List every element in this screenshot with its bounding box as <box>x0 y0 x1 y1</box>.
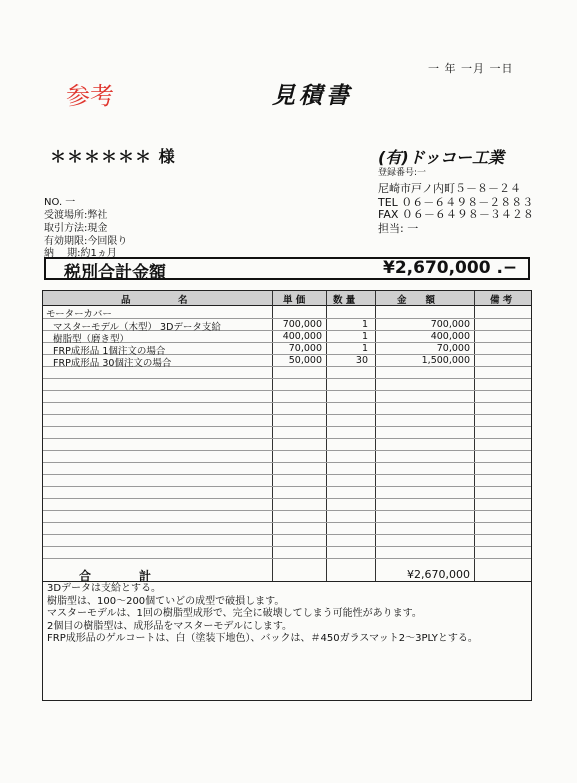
row-item-name: マスターモデル（木型） 3Dデータ支給 <box>53 322 221 333</box>
validity-period: 有効期限:今回限り <box>44 236 128 247</box>
reference-stamp: 参考 <box>66 82 114 110</box>
row-item-name: FRP成形品 30個注文の場合 <box>53 358 172 369</box>
row-unit-price: 50,000 <box>288 355 322 366</box>
row-line <box>43 510 531 511</box>
client-name: ＊＊＊＊＊＊ 様 <box>50 147 176 166</box>
company-address: 尼崎市戸ノ内町５－８－２４ <box>378 182 521 195</box>
row-item-name: FRP成形品 1個注文の場合 <box>53 346 166 357</box>
note-line: 2個目の樹脂型は、成形品をマスターモデルにします。 <box>47 620 293 632</box>
row-qty: 1 <box>361 331 368 342</box>
row-line <box>43 462 531 463</box>
row-line <box>43 390 531 391</box>
company-fax: FAX ０６－６４９８－３４２８ <box>378 208 534 221</box>
row-amount: 1,500,000 <box>421 355 470 366</box>
row-line <box>43 498 531 499</box>
header-unit-price: 単 価 <box>283 295 306 306</box>
col-divider <box>326 291 327 581</box>
col-divider <box>375 291 376 581</box>
quote-table <box>42 290 532 701</box>
note-line: 樹脂型は、100～200個ていどの成型で破損します。 <box>47 595 285 607</box>
row-line <box>43 546 531 547</box>
note-line: マスターモデルは、1回の樹脂型成形で、完全に破壊してしまう可能性があります。 <box>47 608 422 619</box>
table-total-label: 合 計 <box>79 569 152 583</box>
row-line <box>43 402 531 403</box>
registration-number: 登録番号:一 <box>378 168 427 178</box>
row-unit-price: 70,000 <box>288 343 322 354</box>
table-total-value: ¥2,670,000 <box>407 568 470 581</box>
notes <box>47 583 478 646</box>
row-amount: 700,000 <box>430 319 470 330</box>
table-header <box>43 291 531 306</box>
quote-number: NO. 一 <box>44 197 76 208</box>
section-label: モーターカバー <box>46 309 112 320</box>
date: 一 年 一月 一日 <box>428 62 514 75</box>
delivery-deadline: 納 期:約1ヵ月 <box>44 248 117 259</box>
row-amount: 70,000 <box>436 343 470 354</box>
row-line <box>43 474 531 475</box>
row-qty: 1 <box>361 319 368 330</box>
header-qty: 数 量 <box>333 295 356 306</box>
total-amount-value: ¥2,670,000 .− <box>383 258 518 278</box>
row-item-name: 樹脂型（磨き型） <box>53 334 130 345</box>
note-line: 3Dデータは支給とする。 <box>47 583 162 594</box>
note-line: FRP成形品のゲルコートは、白（塗装下地色）、バックは、＃450ガラスマット2～3PLYとする。 <box>47 633 478 644</box>
col-divider <box>272 291 273 581</box>
row-qty: 30 <box>355 355 368 366</box>
col-divider <box>474 291 475 581</box>
header-item: 品 名 <box>121 295 188 306</box>
row-line <box>43 378 531 379</box>
row-line <box>43 450 531 451</box>
row-line <box>43 522 531 523</box>
row-line <box>43 438 531 439</box>
company-tel: TEL ０６－６４９８－２８８３ <box>378 196 534 209</box>
row-line <box>43 534 531 535</box>
company-name: (有)ドッコー工業 <box>378 148 504 167</box>
document-title: 見積書 <box>272 83 353 109</box>
row-unit-price: 400,000 <box>282 331 322 342</box>
row-unit-price: 700,000 <box>282 319 322 330</box>
payment-method: 取引方法:現金 <box>44 223 108 234</box>
company-contact: 担当: 一 <box>378 222 419 235</box>
row-amount: 400,000 <box>430 331 470 342</box>
header-remarks: 備 考 <box>490 295 513 306</box>
row-line <box>43 414 531 415</box>
row-qty: 1 <box>361 343 368 354</box>
delivery-place: 受渡場所:弊社 <box>44 210 108 221</box>
total-amount-label: 税別合計金額 <box>64 263 166 283</box>
row-line <box>43 558 531 559</box>
row-line <box>43 486 531 487</box>
row-line <box>43 426 531 427</box>
header-amount: 金 額 <box>397 295 436 306</box>
